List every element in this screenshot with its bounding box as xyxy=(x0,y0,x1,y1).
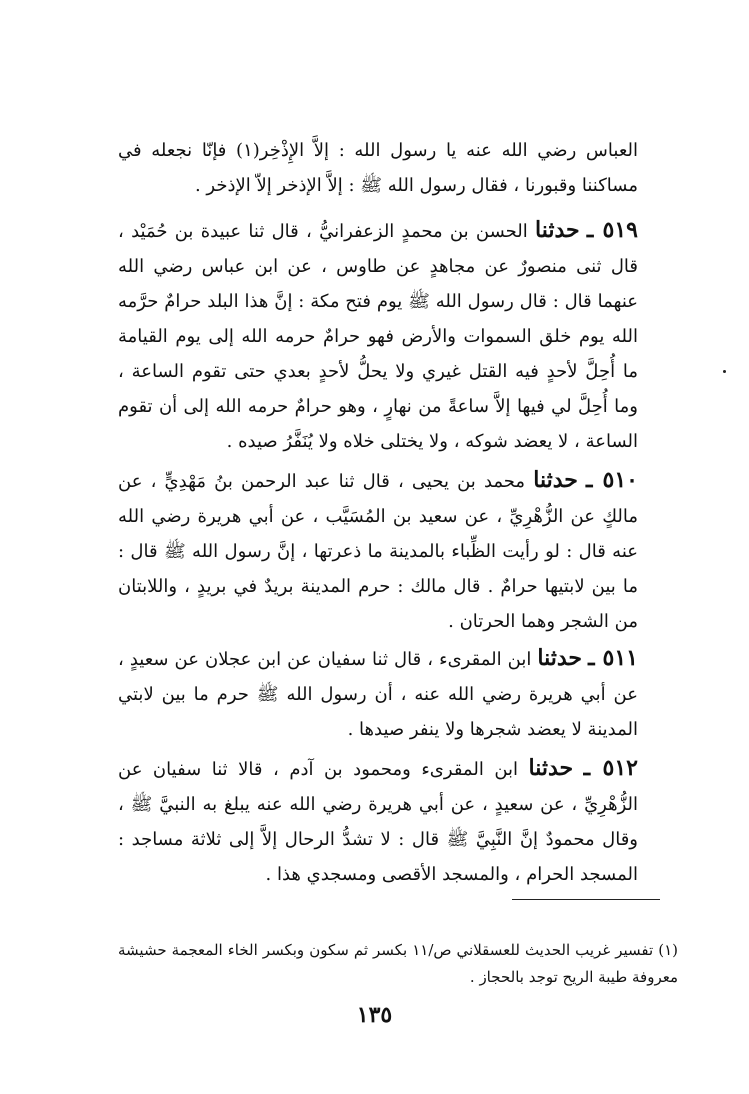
hadith-number: ٥١٩ ـ xyxy=(586,217,638,243)
hadith-text: الحسن بن محمدٍ الزعفرانيُّ ، قال ثنا عبيدة بن حُمَيْد ، قال ثنى منصورٌ عن مجاهدٍ عن طاوس ، عن ابن عباس رضي الله عنهما قال : قال رسول الله ﷺ يوم فتح مكة : إنَّ هذا البلد حرامٌ حرَّمه الله يوم خلق السموات والأرض فهو حرامٌ حرمه الله إلى يوم القيامة ما أُحِلَّ لأحدٍ فيه القتل غيري ولا يحلُّ لأحدٍ بعدي حتى تقوم الساعة ، وما أُحِلَّ لي فيها إلاَّ ساعةً من نهارٍ ، وهو حرامٌ حرمه الله إلى أن تقوم الساعة ، لا يعضد شوكه ، ولا يختلى خلاه ولا يُنَفَّرُ صيده . xyxy=(118,221,638,452)
margin-mark xyxy=(723,370,726,373)
hadith-510 xyxy=(118,463,638,639)
hadith-511 xyxy=(118,641,638,747)
hadith-keyword: حدثنا xyxy=(537,645,583,671)
footnote-divider xyxy=(512,899,660,900)
hadith-text: ابن المقرىء ، قال ثنا سفيان عن ابن عجلان عن سعيدٍ ، عن أبي هريرة رضي الله عنه ، أن رسول الله ﷺ حرم ما بين لابتي المدينة لا يعضد شجرها ولا ينفر صيدها . xyxy=(118,649,638,740)
hadith-number: ٥١٠ ـ xyxy=(586,467,638,493)
page-number: ١٣٥ xyxy=(356,1002,393,1028)
hadith-keyword: حدثنا xyxy=(535,217,580,243)
continuation-paragraph xyxy=(118,133,638,203)
hadith-text: محمد بن يحيى ، قال ثنا عبد الرحمن بنُ مَهْدِيٍّ ، عن مالكٍ عن الزُّهْرِيِّ ، عن سعيد بن المُسَيَّب ، عن أبي هريرة رضي الله عنه قال : لو رأيت الظِّباء بالمدينة ما ذعرتها ، إنَّ رسول الله ﷺ قال : ما بين لابتيها حرامٌ . قال مالك : حرم المدينة بريدٌ في بريدٍ ، واللابتان من الشجر وهما الحرتان . xyxy=(118,471,638,632)
paragraph-text: العباس رضي الله عنه يا رسول الله : إلاَّ الإِذْخِر(١) فإنّا نجعله في مساكننا وقبورنا ، فقال رسول الله ﷺ : إلاَّ الإذخر إلاّ الإذخر . xyxy=(118,140,638,196)
hadith-keyword: حدثنا xyxy=(528,755,574,781)
footnote: (١) تفسير غريب الحديث للعسقلاني ص/١١ بكسر ثم سكون وبكسر الخاء المعجمة حشيشة معروفة طيبة الريح توجد بالحجاز . xyxy=(118,941,678,986)
hadith-keyword: حدثنا xyxy=(533,467,578,493)
hadith-text: ابن المقرىء ومحمود بن آدم ، قالا ثنا سفيان عن الزُّهْرِيِّ ، عن سعيدٍ ، عن أبي هريرة رضي الله عنه يبلغ به النبيَّ ﷺ ، وقال محمودٌ إنَّ النَّبِيَّ ﷺ قال : لا تشدُّ الرحال إلاَّ إلى ثلاثة مساجد : المسجد الحرام ، والمسجد الأقصى ومسجدي هذا . xyxy=(118,759,639,885)
hadith-number: ٥١١ ـ xyxy=(588,645,638,671)
hadith-number: ٥١٢ ـ xyxy=(583,755,638,781)
hadith-512 xyxy=(118,751,638,892)
hadith-519 xyxy=(118,213,638,459)
